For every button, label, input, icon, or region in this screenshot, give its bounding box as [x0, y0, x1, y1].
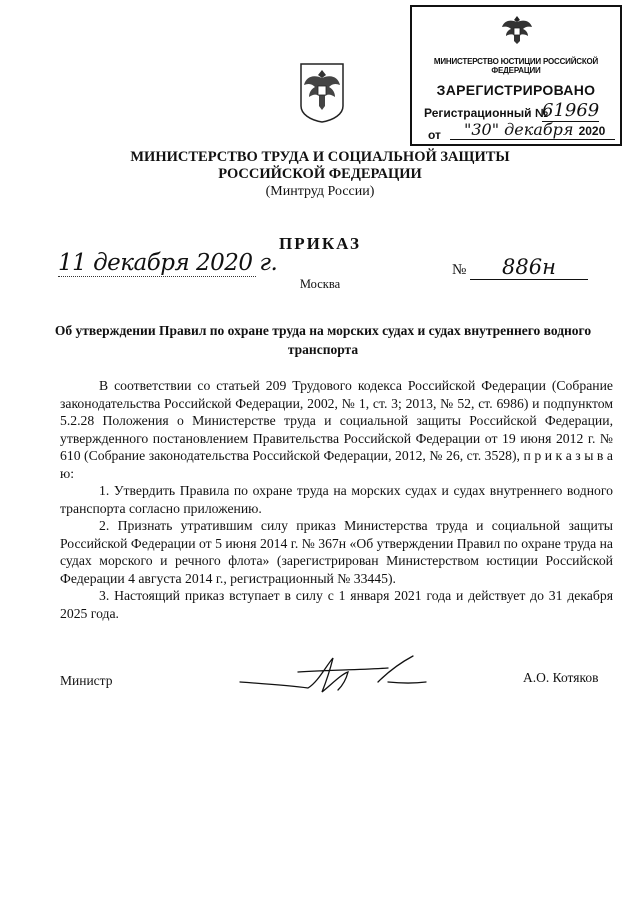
order-number-label: №	[452, 262, 467, 278]
registration-stamp	[410, 5, 622, 146]
stamp-reg-number-label: Регистрационный №	[424, 106, 549, 120]
stamp-reg-number: 61969	[542, 100, 600, 121]
order-title: ПРИКАЗ	[279, 234, 361, 253]
body-paragraph: 3. Настоящий приказ вступает в силу с 1 января 2021 года и действует до 31 декабря 2025 года.	[60, 588, 613, 621]
body-paragraph: В соответствии со статьей 209 Трудового кодекса Российской Федерации (Собрание законодательства Российской Федерации, 2002, № 1, ст. 3; 2013, № 52, ст. 6986) и подпунктом 5.2.28 Положения о Министерстве труда и социальной защиты Российской Федерации, утвержденного постановлением Правительства Российской Федерации от 19 июня 2012 г. № 610 (Собрание законодательства Российской Федерации, 2012, № 26, ст. 3528), п р и к а з ы в а ю:	[60, 378, 613, 481]
signatory-name: А.О. Котяков	[523, 670, 599, 685]
stamp-registered: ЗАРЕГИСТРИРОВАНО	[436, 82, 596, 98]
stamp-date	[450, 120, 615, 140]
order-city: Москва	[299, 277, 341, 291]
document-body	[60, 377, 613, 622]
org-short-name: (Минтруд России)	[265, 184, 375, 199]
stamp-ministry: МИНИСТЕРСТВО ЮСТИЦИИ РОССИЙСКОЙ ФЕДЕРАЦИИ	[433, 57, 599, 75]
org-name-line2: РОССИЙСКОЙ ФЕДЕРАЦИИ	[218, 166, 422, 182]
stamp-date-prefix: от	[428, 128, 441, 142]
body-paragraph: 1. Утвердить Правила по охране труда на морских судах и судах внутреннего водного транспорта согласно приложению.	[60, 483, 613, 516]
org-name-line1: МИНИСТЕРСТВО ТРУДА И СОЦИАЛЬНОЙ ЗАЩИТЫ	[130, 149, 510, 165]
coat-of-arms-icon	[298, 62, 346, 124]
order-number-handwritten: 886н	[470, 255, 588, 280]
eagle-emblem-icon	[500, 13, 534, 47]
order-date-handwritten: 11 декабря 2020 г.	[58, 250, 278, 276]
document-title: Об утверждении Правил по охране труда на морских судах и судах внутреннего водного транспорта	[54, 323, 592, 357]
stamp-date-year: 2020	[578, 124, 606, 138]
body-paragraph: 2. Признать утратившим силу приказ Министерства труда и социальной защиты Российской Федерации от 5 июня 2014 г. № 367н «Об утверждении Правил по охране труда на судах морского и речного флота» (зарегистрирован Министерством юстиции Российской Федерации 4 августа 2014 г., регистрационный № 33445).	[60, 518, 613, 586]
stamp-date-day-month: "30" декабря	[464, 120, 574, 139]
signatory-role: Министр	[60, 673, 113, 688]
handwritten-signature	[238, 652, 428, 697]
